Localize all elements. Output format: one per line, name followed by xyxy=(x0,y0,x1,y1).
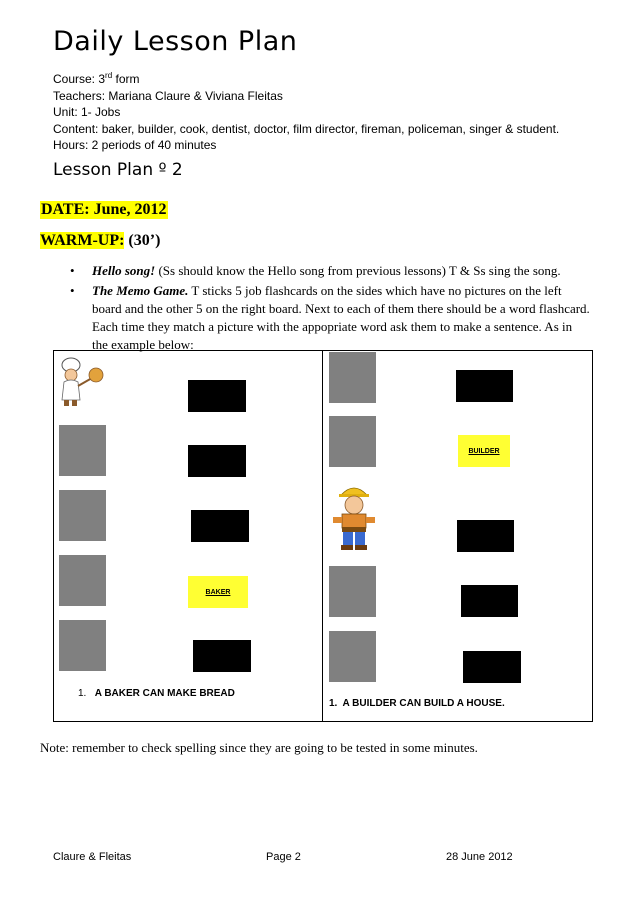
builder-illustration-icon xyxy=(331,481,377,551)
word-card xyxy=(457,520,514,552)
activity-list xyxy=(70,262,590,356)
picture-card xyxy=(59,555,106,606)
picture-card xyxy=(59,620,106,671)
footer-authors: Claure & Fleitas xyxy=(53,851,132,863)
hours-line: Hours: 2 periods of 40 minutes xyxy=(53,138,217,152)
picture-card xyxy=(329,416,376,467)
baker-illustration-icon xyxy=(58,356,108,408)
note-text: Note: remember to check spelling since they are going to be tested in some minutes. xyxy=(40,740,478,755)
course-line: Course: 3rd form xyxy=(53,71,140,86)
word-card xyxy=(191,510,249,542)
picture-card xyxy=(329,352,376,403)
list-item: • The Memo Game. T sticks 5 job flashcards on the sides which have no pictures on the left board and the other 5 on the right board. Next to each of them there should be a word flashcard. Each time they match a picture with the appopriate word ask them to make a sentence. As in the example below: xyxy=(70,283,590,352)
footer-date: 28 June 2012 xyxy=(446,851,513,863)
builder-sentence: 1. A BUILDER CAN BUILD A HOUSE. xyxy=(329,698,505,709)
warmup-duration: (30’) xyxy=(128,232,161,249)
footer-page-number: Page 2 xyxy=(266,851,301,863)
word-card xyxy=(188,380,246,412)
word-card xyxy=(463,651,521,683)
plan-title: Lesson Plan º 2 xyxy=(53,160,183,180)
picture-card xyxy=(329,631,376,682)
date-heading: DATE: June, 2012 xyxy=(41,201,167,218)
list-item: • Hello song! (Ss should know the Hello song from previous lessons) T & Ss sing the song. xyxy=(70,263,561,278)
picture-card xyxy=(329,566,376,617)
teachers-line: Teachers: Mariana Claure & Viviana Fleitas xyxy=(53,88,283,103)
warmup-heading xyxy=(40,232,160,250)
warmup-label: WARM-UP: xyxy=(40,232,125,249)
unit-line: Unit: 1- Jobs xyxy=(53,105,121,119)
lesson-info xyxy=(53,68,559,154)
picture-card xyxy=(59,490,106,541)
baker-word-card: BAKER xyxy=(188,576,248,608)
word-card xyxy=(193,640,251,672)
word-card xyxy=(461,585,518,617)
bullet-icon: • xyxy=(70,263,75,278)
word-card xyxy=(456,370,513,402)
content-line: Content: baker, builder, cook, dentist, doctor, film director, fireman, policeman, singer & student. xyxy=(53,121,560,136)
picture-card xyxy=(59,425,106,476)
table-divider xyxy=(322,350,323,722)
builder-word-card: BUILDER xyxy=(458,435,510,467)
word-card xyxy=(188,445,246,477)
bullet-icon: • xyxy=(70,283,75,298)
baker-sentence: 1. A BAKER CAN MAKE BREAD xyxy=(78,688,235,699)
document-title: Daily Lesson Plan xyxy=(53,26,298,57)
